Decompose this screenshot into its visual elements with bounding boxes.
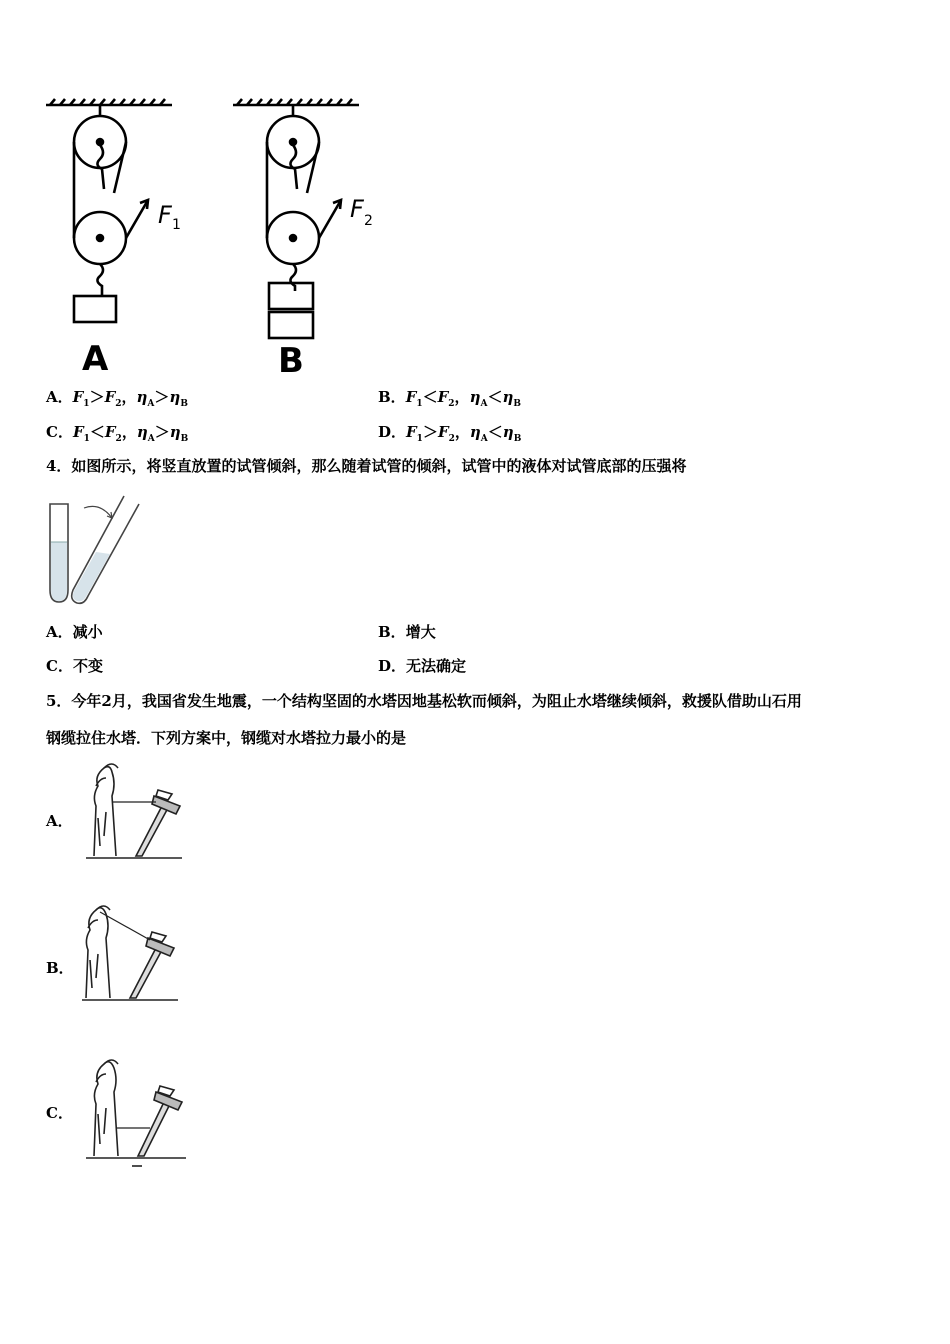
pulley-figure [40,95,390,380]
option-text: 增大 [405,623,436,641]
q3-option-c[interactable] [46,421,188,444]
force-label-f1-sub: 1 [172,217,181,233]
q5-option-a[interactable] [46,810,73,831]
q4-option-b[interactable] [378,621,436,642]
option-letter: B． [46,959,74,977]
option-letter: B． [378,623,406,641]
q3-option-a[interactable] [46,386,188,409]
option-letter: C． [46,657,73,675]
q3-option-b[interactable] [378,386,521,409]
option-text: $F_1>F_2$，$\eta_A>\eta_B$ [72,388,188,409]
option-text: 无法确定 [406,657,467,675]
option-letter: D． [378,423,407,441]
option-text: $F_1<F_2$，$\eta_A>\eta_B$ [72,423,189,444]
q4-option-c[interactable] [46,655,103,676]
option-letter: C． [46,1104,73,1122]
figure-label-a: A [82,339,109,379]
q3-option-d[interactable] [378,421,521,444]
option-text: $F_1>F_2$，$\eta_A<\eta_B$ [406,423,522,444]
option-letter: C． [46,423,73,441]
force-label-f2-sub: 2 [364,213,373,229]
q5-stem-line1: 5．今年2月，我国省发生地震，一个结构坚固的水塔因地基松软而倾斜，为阻止水塔继续倾斜，救援队借助山石用 [46,692,802,710]
option-text: 减小 [72,623,103,641]
option-letter: A． [46,812,73,830]
option-text: $F_1<F_2$，$\eta_A<\eta_B$ [405,388,521,409]
water-tower-figure-a[interactable] [82,756,192,866]
option-letter: B． [378,388,406,406]
q4-stem: 4．如图所示，将竖直放置的试管倾斜，那么随着试管的倾斜，试管中的液体对试管底部的压强将 [46,457,687,475]
force-label-f2: F [350,195,364,223]
q4-option-a[interactable] [46,621,103,642]
option-letter: A． [46,623,73,641]
q5-option-b[interactable] [46,957,74,978]
test-tube-figure [40,490,150,608]
water-tower-figure-b[interactable] [78,900,188,1008]
water-tower-figure-c[interactable] [82,1050,194,1172]
option-text: 不变 [72,657,103,675]
option-letter: D． [378,657,407,675]
force-label-f1: F [158,201,172,229]
figure-label-b: B [278,341,304,380]
q5-option-c[interactable] [46,1102,73,1123]
q4-option-d[interactable] [378,655,466,676]
option-letter: A． [46,388,73,406]
q5-stem-line2: 钢缆拉住水塔．下列方案中，钢缆对水塔拉力最小的是 [46,729,407,747]
